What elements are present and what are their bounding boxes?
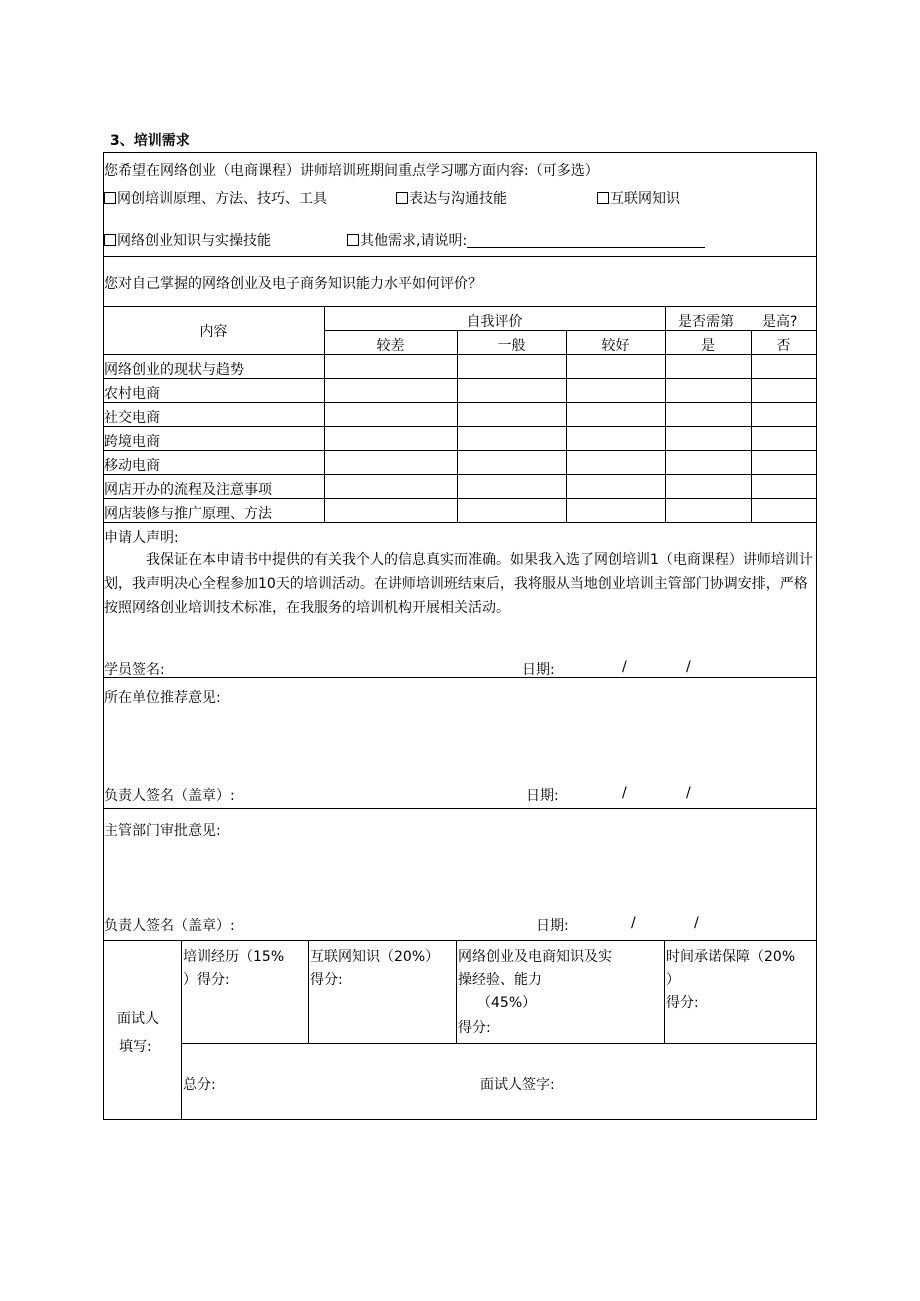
divider (181, 940, 182, 1119)
divider (566, 330, 567, 522)
score-time-label: 时间承诺保障（20% (666, 949, 796, 965)
divider (103, 402, 817, 403)
sub-avg: 一般 (497, 338, 526, 354)
date-slash: / (631, 915, 636, 931)
dept-title: 主管部门审批意见: (104, 823, 221, 839)
divider (456, 940, 457, 1043)
date-label: 日期: (526, 788, 559, 804)
col-content: 内容 (199, 324, 228, 340)
col-need-a: 是否需第 (678, 314, 734, 330)
date-slash: / (622, 785, 627, 801)
divider (664, 940, 665, 1043)
other-input-line[interactable] (467, 233, 705, 248)
divider (103, 450, 817, 451)
score-training-label: ）得分: (183, 972, 230, 988)
score-internet-label: 互联网知识（20%） (310, 949, 440, 965)
option-communication[interactable]: 表达与沟通技能 (396, 188, 507, 208)
sub-bad: 较差 (376, 338, 405, 354)
table-row: 网络创业的现状与趋势 (104, 362, 244, 378)
need-question: 您希望在网络创业（电商课程）讲师培训班期间重点学习哪方面内容:（可多选） (104, 163, 599, 179)
option-other[interactable]: 其他需求,请说明: (347, 230, 705, 250)
table-border (103, 1119, 817, 1120)
col-self-eval: 自我评价 (466, 314, 523, 330)
sub-good: 较好 (601, 338, 630, 354)
date-slash: / (622, 659, 627, 675)
checkbox[interactable] (396, 192, 408, 204)
divider (181, 1043, 817, 1044)
divider (103, 306, 817, 307)
date-slash: / (686, 785, 691, 801)
interview-label: 面试人 (117, 1011, 159, 1027)
table-border (103, 152, 817, 153)
table-row: 农村电商 (104, 386, 160, 402)
table-row: 网店开办的流程及注意事项 (104, 482, 272, 498)
score-time-label: ） (666, 972, 680, 988)
date-slash: / (686, 659, 691, 675)
checkbox[interactable] (597, 192, 609, 204)
declaration-body: 我保证在本申请书中提供的有关我个人的信息真实而准确。如果我入选了网创培训1（电商课程）讲师培训计划，我声明决心全程参加10天的培训活动。在讲师培训班结束后，我将服从当地创业培训主管部门协调安排，严格按照网络创业培训技术标准，在我服务的培训机构开展相关活动。 (104, 552, 813, 616)
score-time-label: 得分: (666, 995, 699, 1011)
date-label: 日期: (522, 662, 555, 678)
table-row: 网店装修与推广原理、方法 (104, 506, 272, 522)
checkbox[interactable] (104, 234, 116, 246)
divider (103, 677, 817, 678)
option-internet[interactable]: 互联网知识 (597, 188, 680, 208)
sub-no: 否 (776, 338, 791, 354)
option-training-principles[interactable]: 网创培训原理、方法、技巧、工具 (104, 188, 327, 208)
total-score-label: 总分: (183, 1077, 216, 1093)
eval-question: 您对自己掌握的网络创业及电子商务知识能力水平如何评价？ (104, 276, 482, 292)
declaration-title: 申请人声明: (104, 530, 179, 546)
table-row: 跨境电商 (104, 434, 160, 450)
divider (457, 330, 458, 522)
score-ecommerce-label: （45%） (477, 995, 537, 1011)
divider (751, 330, 752, 522)
unit-sign-label: 负责人签名（盖章）: (104, 788, 235, 804)
divider (103, 256, 817, 257)
divider (103, 474, 817, 475)
score-internet-label: 得分: (310, 972, 343, 988)
unit-title: 所在单位推荐意见: (104, 690, 221, 706)
divider (103, 940, 817, 941)
student-sign-label: 学员签名: (104, 662, 165, 678)
checkbox[interactable] (104, 192, 116, 204)
checkbox[interactable] (347, 234, 359, 246)
table-border (816, 152, 817, 1120)
interview-label: 填写: (119, 1039, 152, 1055)
table-row: 移动电商 (104, 458, 160, 474)
sub-yes: 是 (701, 338, 715, 354)
score-ecommerce-label: 得分: (458, 1020, 491, 1036)
table-border (103, 152, 104, 1120)
date-slash: / (694, 915, 699, 931)
dept-sign-label: 负责人签名（盖章）: (104, 918, 235, 934)
divider (308, 940, 309, 1043)
interviewer-sign-label: 面试人签字: (480, 1077, 555, 1093)
score-ecommerce-label: 操经验、能力 (458, 972, 542, 988)
section-title: 3、培训需求 (110, 133, 190, 149)
divider (103, 426, 817, 427)
divider (103, 808, 817, 809)
score-training-label: 培训经历（15% (183, 949, 285, 965)
table-row: 社交电商 (104, 410, 160, 426)
col-need-b: 是高? (762, 314, 798, 330)
score-ecommerce-label: 网络创业及电商知识及实 (458, 949, 612, 965)
date-label: 日期: (536, 918, 569, 934)
option-practical-skills[interactable]: 网络创业知识与实操技能 (104, 230, 271, 250)
